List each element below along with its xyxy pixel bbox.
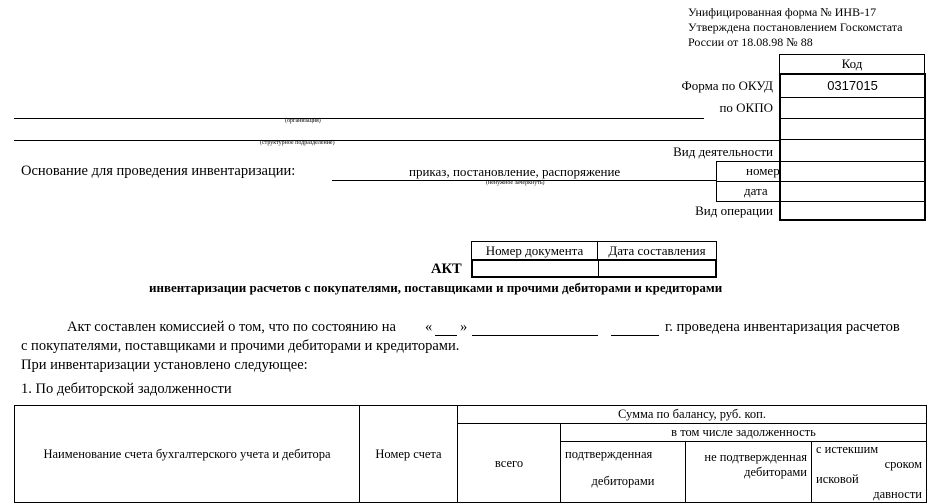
section-receivables: 1. По дебиторской задолженности (21, 381, 232, 397)
org-extra-code-cell[interactable] (781, 119, 924, 140)
basis-label: Основание для проведения инвентаризации: (21, 163, 296, 179)
col-header-unconfirmed (686, 442, 812, 503)
col-header-total: всего (458, 424, 561, 503)
activity-code-cell[interactable] (781, 140, 924, 162)
unconfirmed-line2: дебиторами (744, 465, 807, 479)
quote-close: » (460, 319, 468, 335)
col-header-balance-sum: Сумма по балансу, руб. коп. (458, 406, 927, 424)
okud-label: Форма по ОКУД (681, 78, 773, 93)
expired-line4: давности (873, 487, 922, 501)
doc-date-cell[interactable] (599, 261, 715, 276)
number-code-cell[interactable] (781, 162, 924, 182)
code-box (779, 73, 926, 221)
doc-date-header: Дата составления (597, 241, 717, 260)
expired-line3: исковой (816, 472, 859, 486)
number-label: номер (746, 163, 780, 178)
unconfirmed-line1: не подтвержденная (704, 450, 807, 464)
month-blank[interactable] (472, 335, 598, 336)
operation-label: Вид операции (695, 203, 773, 218)
basis-value: приказ, постановление, распоряжение (409, 164, 621, 179)
doc-number-cell[interactable] (473, 261, 599, 276)
quote-open: « (425, 319, 433, 335)
date-code-cell[interactable] (781, 182, 924, 202)
findings-intro: При инвентаризации установлено следующее: (21, 357, 308, 373)
confirmed-line2: дебиторами (591, 474, 655, 488)
col-header-expired (812, 442, 927, 503)
division-line[interactable] (14, 140, 779, 141)
col-header-account-number: Номер счета (360, 406, 458, 503)
code-column-header: Код (779, 54, 925, 73)
operation-code-cell[interactable] (781, 202, 924, 219)
receivables-table (14, 405, 927, 503)
okpo-label: по ОКПО (719, 100, 773, 115)
organization-line[interactable] (14, 118, 704, 119)
okpo-code-cell[interactable] (781, 98, 924, 119)
act-subtitle: инвентаризации расчетов с покупателями, поставщиками и прочими дебиторами и кредиторами (149, 280, 723, 295)
activity-label: Вид деятельности (673, 144, 773, 159)
okud-code-cell[interactable]: 0317015 (781, 75, 924, 98)
doc-number-header: Номер документа (471, 241, 598, 260)
act-paragraph-end: г. проведена инвентаризация расчетов (665, 319, 900, 335)
confirmed-line1: подтвержденная (565, 447, 653, 461)
act-title: АКТ (431, 261, 462, 277)
division-caption: (структурное подразделение) (260, 140, 335, 146)
expired-line1: с истекшим (816, 442, 879, 456)
expired-line2: сроком (884, 457, 922, 471)
form-approval-line: Утверждена постановлением Госкомстата (688, 20, 903, 34)
organization-caption: (организация) (285, 118, 321, 124)
day-blank[interactable] (435, 335, 457, 336)
col-header-including-debt: в том числе задолженность (561, 424, 927, 442)
date-label: дата (744, 183, 768, 198)
doc-values-row (471, 259, 717, 278)
year-blank[interactable] (611, 335, 659, 336)
col-header-account-debtor: Наименование счета бухгалтерского учета и дебитора (15, 406, 360, 503)
act-paragraph-line2: с покупателями, поставщиками и прочими дебиторами и кредиторами. (21, 338, 460, 354)
form-approval-date: России от 18.08.98 № 88 (688, 35, 813, 49)
form-code-line: Унифицированная форма № ИНВ-17 (688, 5, 877, 19)
act-paragraph-start: Акт составлен комиссией о том, что по состоянию на (67, 319, 396, 335)
col-header-confirmed (561, 442, 686, 503)
basis-caption: (ненужное зачеркнуть) (486, 180, 545, 186)
